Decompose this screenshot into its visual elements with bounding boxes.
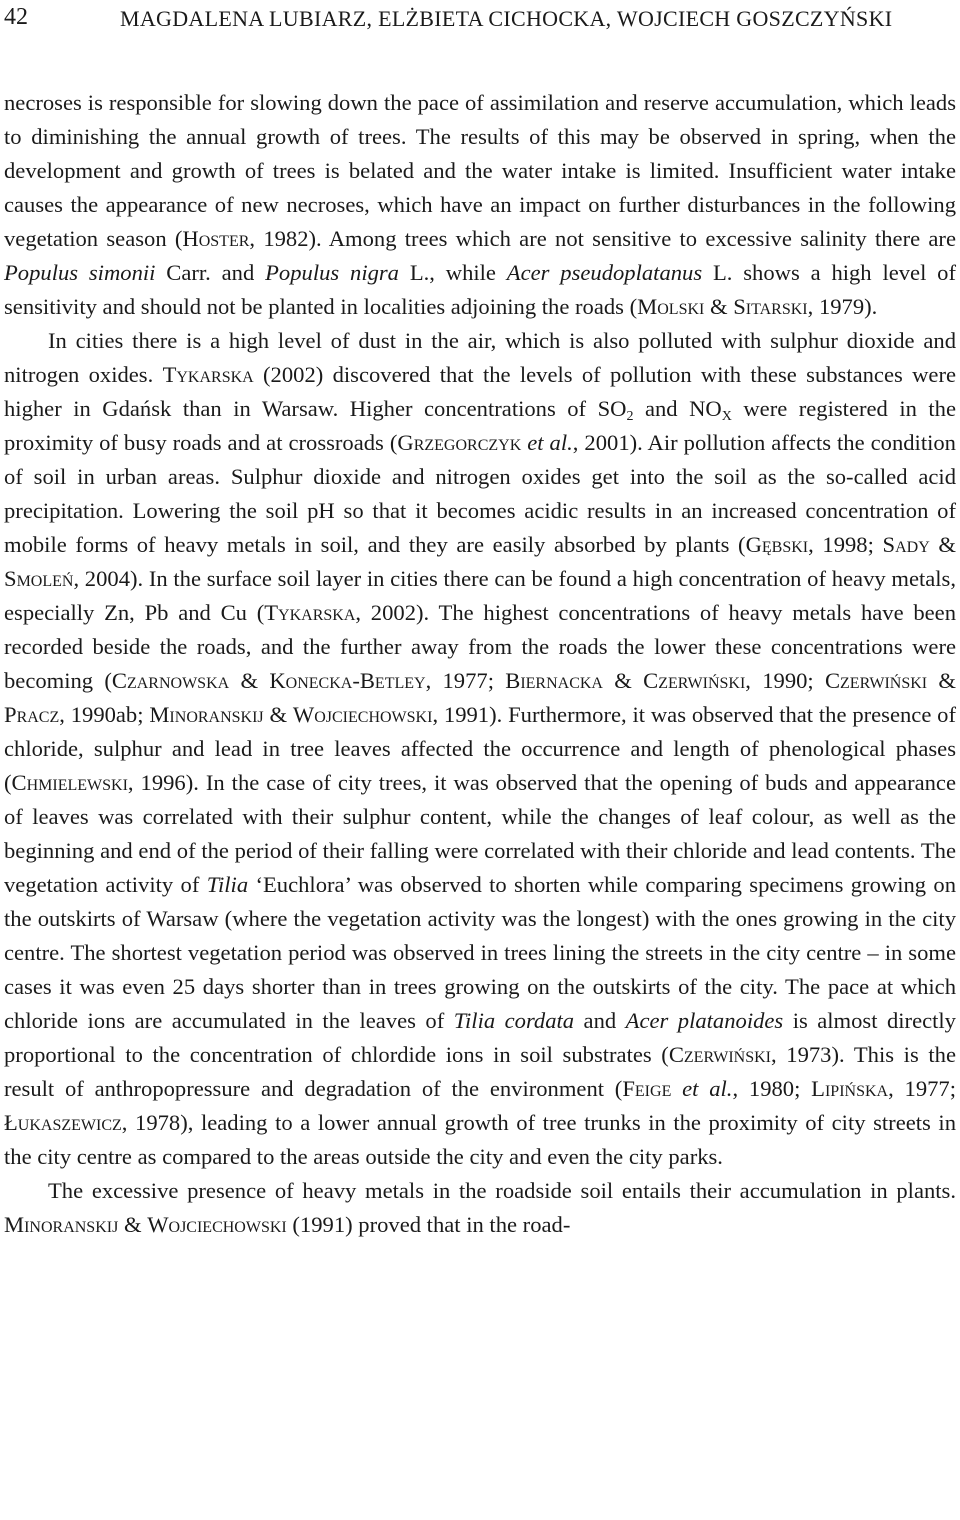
author-citation: Feige [622,1076,672,1101]
running-head-authors: MAGDALENA LUBIARZ, ELŻBIETA CICHOCKA, WOJCIECH GOSZCZYŃSKI [120,6,893,31]
text-run: , 1977; [425,668,506,693]
text-run: , 1978), leading to a lower annual growth of tree trunks in the proximity of city streets in the city centre as compared to the areas outside the city and even the city parks. [4,1110,956,1169]
italic-term: Acer pseudoplatanus [506,260,703,285]
running-header [4,2,960,36]
author-citation: Wojciechowski [147,1212,287,1237]
text-run: , 1979). [807,294,878,319]
author-citation: Grzegorczyk [397,430,522,455]
text-run: (1991) proved that in the road- [286,1212,571,1237]
paragraph [4,1174,956,1242]
author-citation: Sitarski [733,294,808,319]
author-citation: Lipińska [811,1076,889,1101]
text-run: were registered in the proximity of busy roads and at crossroads ( [4,396,957,455]
author-citation: Minoranskij [4,1212,119,1237]
author-citation: Pracz [4,702,60,727]
italic-term: Tilia cordata [453,1008,575,1033]
author-citation: Czarnowska [111,668,230,693]
author-citation: Gębski [745,532,809,557]
subscript: X [721,409,732,425]
italic-term: et al. [527,430,573,455]
body-text [4,86,956,1242]
text-run [671,1076,682,1101]
text-run: , 1991). Furthermore, it was observed that the presence of chloride, sulphur and lead in tree leaves affected the occurrence and length of phenological phases ( [4,702,956,795]
text-run: , 2002). The highest concentrations of heavy metals have been recorded beside the roads, and the further away from the roads the lower these concentrations were becoming ( [4,600,956,693]
text-run: L. shows a high level of sensitivity and should not be planted in localities adjoining the roads ( [4,260,957,319]
text-run: & [118,1212,148,1237]
text-run: & [927,668,956,693]
italic-term: et al. [682,1076,733,1101]
text-run: & [929,532,956,557]
author-citation: Biernacka [505,668,603,693]
author-citation: Molski [637,294,705,319]
author-citation: Minoranskij [149,702,264,727]
author-citation: Czerwiński [668,1042,771,1067]
author-citation: Konecka-Betley [269,668,426,693]
author-citation: Sady [882,532,930,557]
text-run: & [602,668,644,693]
author-citation: Wojciechowski [292,702,433,727]
text-run: Carr. and [155,260,266,285]
author-citation: Czerwiński [824,668,928,693]
italic-term: Populus simonii [4,260,156,285]
text-run: and [574,1008,626,1033]
author-citation: Łukaszewicz [4,1110,122,1135]
author-citation: Hoster [182,226,250,251]
page-number: 42 [4,4,28,30]
text-run: & [263,702,293,727]
text-run: , 1980; [732,1076,812,1101]
text-run: In cities there is a high level of dust in the air, which is also polluted with sulphur dioxide and nitrogen oxides. [4,328,956,387]
text-run: , 2001). Air pollution affects the condition of soil in urban areas. Sulphur dioxide and nitrogen oxides get into the soil as the so-called acid precipitation. Lowering the soil pH so that it becomes acidic results in an increased concentration of mobile forms of heavy metals in soil, and they are easily absorbed by plants ( [4,430,956,557]
text-run: , 1990; [745,668,825,693]
author-citation: Czerwiński [643,668,746,693]
text-run: The excessive presence of heavy metals in the roadside soil entails their accumulation in plants. [48,1178,956,1203]
text-run: , 2004). In the surface soil layer in cities there can be found a high concentration of heavy metals, especially Zn, Pb and Cu ( [4,566,956,625]
italic-term: Populus nigra [265,260,399,285]
subscript: 2 [626,409,634,425]
author-citation: Chmielewski [11,770,128,795]
text-run: , 1977; [888,1076,956,1101]
text-run: , 1973). This is the result of anthropopressure and degradation of the environment ( [4,1042,956,1101]
text-run: is almost directly proportional to the concentration of chlordide ions in soil substrates ( [4,1008,956,1067]
paragraph [4,86,956,324]
author-citation: Tykarska [264,600,356,625]
italic-term: Tilia [206,872,249,897]
text-run: L., while [398,260,507,285]
text-run: , 1982). Among trees which are not sensitive to excessive salinity there are [249,226,956,251]
paragraph [4,324,956,1174]
text-run: , 1998; [808,532,883,557]
author-citation: Smoleń [4,566,74,591]
text-run: ‘Euchlora’ was observed to shorten while comparing specimens growing on the outskirts of Warsaw (where the vegetation activity was the longest) with the ones growing in the city centre. The shortest vegetation period was observed in trees lining the streets in the city centre – in some cases it was even 25 days shorter than in trees growing on the outskirts of the city. The pace at which chloride ions are accumulated in the leaves of [4,872,956,1033]
text-run: & [704,294,734,319]
text-run: necroses is responsible for slowing down the pace of assimilation and reserve accumulation, which leads to diminishing the annual growth of trees. The results of this may be observed in spring, when the development and growth of trees is belated and the water intake is limited. Insufficient water intake causes the appearance of new necroses, which have an impact on further disturbances in the following vegetation season ( [4,90,956,251]
text-run: and NO [633,396,722,421]
text-run: & [229,668,270,693]
author-citation: Tykarska [162,362,254,387]
italic-term: Acer platanoides [625,1008,784,1033]
text-run: , 1996). In the case of city trees, it was observed that the opening of buds and appearance of leaves was correlated with their sulphur content, while the changes of leaf colour, as well as the beginning and end of the period of their falling were correlated with their chloride and lead contents. The vegetation activity of [4,770,956,897]
text-run: , 1990ab; [59,702,150,727]
text-run: (2002) discovered that the levels of pollution with these substances were higher in Gdańsk than in Warsaw. Higher concentrations of SO [4,362,956,421]
